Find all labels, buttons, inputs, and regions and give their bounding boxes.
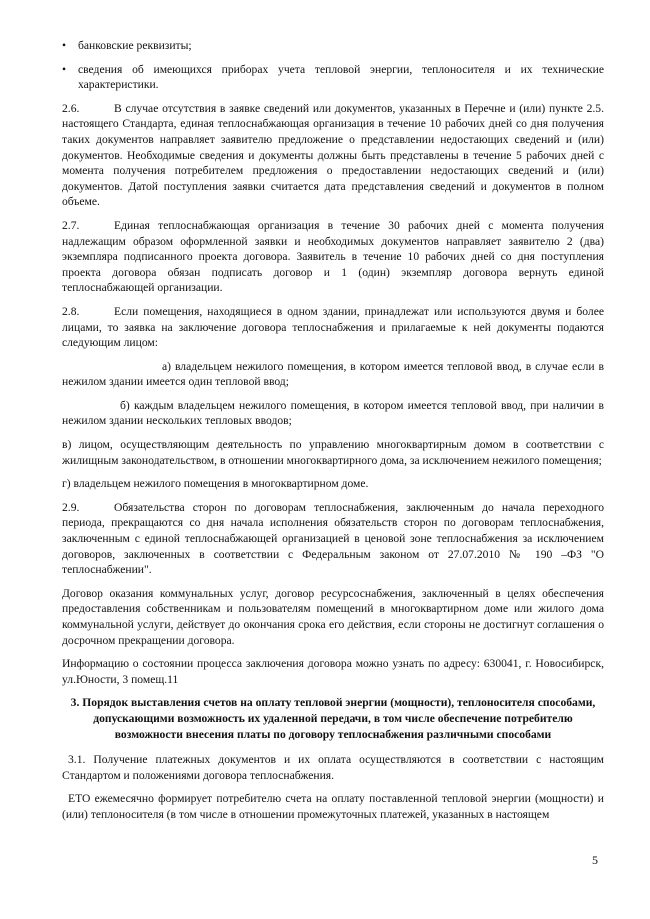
clause-text: Единая теплоснабжающая организация в течение 30 рабочих дней с момента получения надлежащим образом оформленной заявки и необходимых документов направляет заявителю 2 (два) экземпляра подписанного проекта договора. Заявитель в течение 10 рабочих дней со дня поступления проекта договора обязан подписать договор и 1 (один) экземпляр договора вернуть единой теплоснабжающей организации. xyxy=(62,218,604,295)
eto-paragraph: ЕТО ежемесячно формирует потребителю счета на оплату поставленной тепловой энергии (мощности) и (или) теплоносителя (в том числе в отношении промежуточных платежей, указанных в настоящем xyxy=(62,792,604,821)
subclause-b: б) каждым владельцем нежилого помещения, в котором имеется тепловой ввод, при наличии в нежилом здании нескольких тепловых вводов; xyxy=(62,398,604,428)
clause-text: Если помещения, находящиеся в одном здании, принадлежат или используются двумя и более лицами, то заявка на заключение договора теплоснабжения и прилагаемые к ней документы подаются следующим лицом: xyxy=(62,304,604,350)
clause-2-9 xyxy=(62,500,604,578)
clause-text: Обязательства сторон по договорам теплоснабжения, заключенным до начала переходного периода, прекращаются со дня начала исполнения обязательств сторон по договорам теплоснабжения, заключенным с единой теплоснабжающей организацией в ценовой зоне теплоснабжения за исключением договоров, заключенных в соответствии с Федеральным законом от 27.07.2010 № 190 –ФЗ "О теплоснабжении". xyxy=(62,500,604,577)
clause-number: 2.9. xyxy=(62,500,80,514)
bullet-mark: • xyxy=(62,39,67,52)
section-3-heading: 3. Порядок выставления счетов на оплату тепловой энергии (мощности), теплоносителя способами, допускающими возможность их удаленной передачи, в том числе обеспечение потребителю возможности внесения платы по договору теплоснабжения различными способами xyxy=(70,696,596,741)
clause-2-8 xyxy=(62,304,604,351)
clause-number: 2.8. xyxy=(62,304,80,318)
clause-3-1: 3.1. Получение платежных документов и их оплата осуществляются в соответствии с настоящим Стандартом и положениями договора теплоснабжения. xyxy=(62,753,604,782)
subclause-g: г) владельцем нежилого помещения в многоквартирном доме. xyxy=(62,477,369,491)
clause-2-7 xyxy=(62,218,604,296)
info-paragraph: Информацию о состоянии процесса заключения договора можно узнать по адресу: 630041, г. Новосибирск, ул.Юности, 3 помещ.11 xyxy=(62,657,604,686)
subclause-a: а) владельцем нежилого помещения, в котором имеется тепловой ввод, в случае если в нежилом здании имеется один тепловой ввод; xyxy=(62,359,604,389)
clause-2-6 xyxy=(62,101,604,210)
bullet-text: сведения об имеющихся приборах учета тепловой энергии, теплоносителя и их технические характеристики. xyxy=(78,62,604,92)
bullet-text: банковские реквизиты; xyxy=(78,39,192,52)
contract-paragraph: Договор оказания коммунальных услуг, договор ресурсоснабжения, заключенный в целях обеспечения предоставления собственникам и пользователям помещений в многоквартирном доме или жилого дома коммунальной услуги, действует до окончания срока его действия, если стороны не достигнут соглашения о досрочном прекращении договора. xyxy=(62,586,604,647)
bullet-item xyxy=(62,62,604,93)
subclause-v: в) лицом, осуществляющим деятельность по управлению многоквартирным домом в соответствии с жилищным законодательством, в отношении многоквартирного дома, за исключением нежилого помещения; xyxy=(62,438,604,467)
page-number: 5 xyxy=(592,853,598,867)
clause-number: 2.6. xyxy=(62,101,80,115)
bullet-mark: • xyxy=(62,62,67,76)
clause-number: 2.7. xyxy=(62,218,80,232)
clause-text: В случае отсутствия в заявке сведений или документов, указанных в Перечне и (или) пункте 2.5. настоящего Стандарта, единая теплоснабжающая организация в течение 10 рабочих дней со дня получения таких документов направляет заявителю предложение о представлении недостающих сведений и (или) документов. Необходимые сведения и документы должны быть представлены в течение 5 рабочих дней с момента получения потребителем предложения о предоставлении недостающих сведений и (или) документов. Датой поступления заявки считается дата представления сведений и документов в полном объеме. xyxy=(62,101,604,209)
bullet-item xyxy=(62,38,604,54)
